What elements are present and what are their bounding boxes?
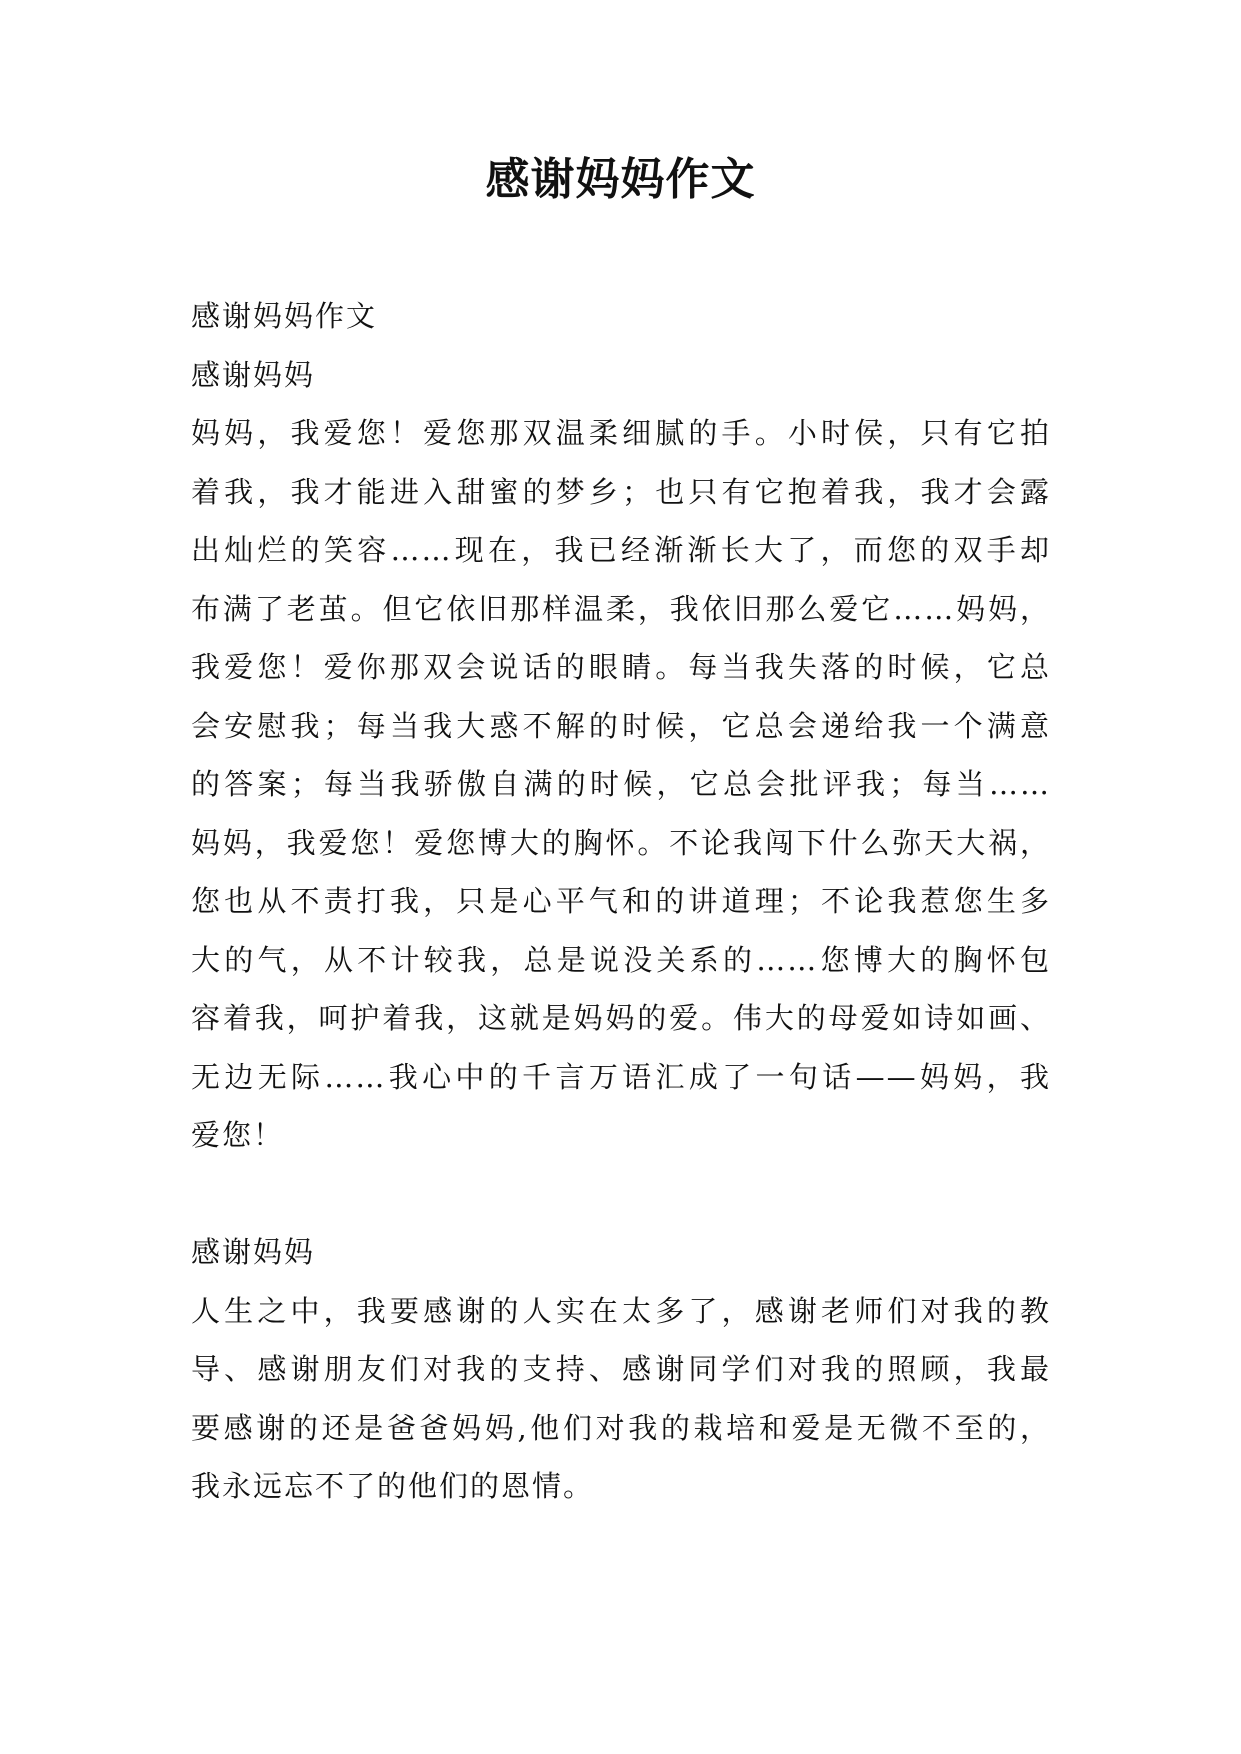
paragraph-line: 的答案；每当我骄傲自满的时候，它总会批评我；每当…… bbox=[191, 767, 1051, 801]
paragraph-line: 您也从不责打我，只是心平气和的讲道理；不论我惹您生多 bbox=[191, 884, 1051, 918]
paragraph-line: 妈妈，我爱您！爱您那双温柔细腻的手。小时侯，只有它拍 bbox=[191, 416, 1051, 450]
section-gap bbox=[191, 1165, 1051, 1224]
essay-subheading: 感谢妈妈 bbox=[191, 357, 316, 392]
paragraph-line: 导、感谢朋友们对我的支持、感谢同学们对我的照顾，我最 bbox=[191, 1352, 1051, 1386]
paragraph-line: 会安慰我；每当我大惑不解的时候，它总会递给我一个满意 bbox=[191, 708, 1051, 743]
paragraph-line: 出灿烂的笑容……现在，我已经渐渐长大了，而您的双手却 bbox=[191, 533, 1051, 567]
paragraph-line: 人生之中，我要感谢的人实在太多了，感谢老师们对我的教 bbox=[191, 1293, 1051, 1328]
paragraph-line: 我永远忘不了的他们的恩情。 bbox=[191, 1469, 595, 1503]
paragraph-line: 爱您！ bbox=[191, 1118, 285, 1152]
essay-heading: 感谢妈妈作文 bbox=[191, 299, 378, 333]
paragraph-line: 容着我，呵护着我，这就是妈妈的爱。伟大的母爱如诗如画、 bbox=[191, 1001, 1051, 1035]
document-title: 感谢妈妈作文 bbox=[485, 154, 756, 205]
document-body bbox=[191, 287, 1051, 1516]
paragraph-line: 大的气，从不计较我，总是说没关系的……您博大的胸怀包 bbox=[191, 942, 1051, 977]
essay-subheading: 感谢妈妈 bbox=[191, 1235, 316, 1269]
paragraph-line: 妈妈，我爱您！爱您博大的胸怀。不论我闯下什么弥天大祸， bbox=[191, 825, 1051, 860]
paragraph-line: 着我，我才能进入甜蜜的梦乡；也只有它抱着我，我才会露 bbox=[191, 474, 1051, 509]
paragraph-line: 要感谢的还是爸爸妈妈,他们对我的栽培和爱是无微不至的， bbox=[191, 1410, 1051, 1445]
paragraph-line: 无边无际……我心中的千言万语汇成了一句话——妈妈，我 bbox=[191, 1059, 1051, 1094]
paragraph-line: 布满了老茧。但它依旧那样温柔，我依旧那么爱它……妈妈， bbox=[191, 591, 1051, 626]
paragraph-line: 我爱您！爱你那双会说话的眼睛。每当我失落的时候，它总 bbox=[191, 650, 1051, 684]
